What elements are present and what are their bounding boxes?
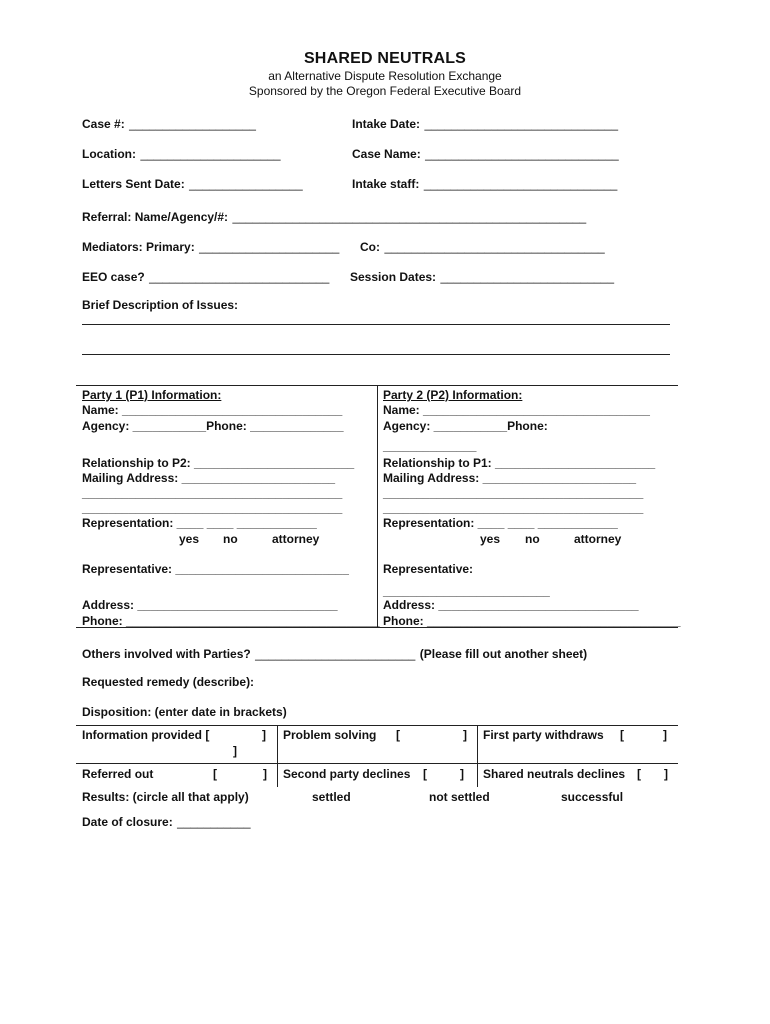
party2-phone-field[interactable]: Phone: ______________________________________ [383, 614, 681, 628]
party2-address-field[interactable]: Address: ______________________________ [383, 598, 639, 612]
party1-heading: Party 1 (P1) Information: [82, 388, 222, 402]
disposition-divider-right [477, 725, 478, 787]
case-number-label: Case #: [82, 117, 125, 131]
mediators-co-line: _________________________________ [384, 240, 605, 254]
party2-representation-attorney: attorney [574, 532, 622, 546]
party1-address-field[interactable]: Address: ______________________________ [82, 598, 338, 612]
mediators-primary-line: _____________________ [199, 240, 340, 254]
information-provided-bracket-close: ] [262, 728, 266, 742]
date-of-closure-field[interactable] [82, 813, 251, 831]
mediators-co-field[interactable] [360, 238, 605, 256]
location-field[interactable] [82, 145, 281, 163]
mediators-primary-label: Mediators: Primary: [82, 240, 195, 254]
case-number-line: ___________________ [129, 117, 256, 131]
party2-heading: Party 2 (P2) Information: [383, 388, 523, 402]
case-number-field[interactable] [82, 115, 256, 133]
brief-description-line-1[interactable] [82, 324, 670, 325]
party1-representation-attorney: attorney [272, 532, 320, 546]
party1-mailing-line-2[interactable]: _______________________________________ [82, 501, 343, 515]
party2-agency-phone-line[interactable]: ______________ [383, 439, 477, 453]
second-party-declines-bracket-close: ] [460, 767, 464, 781]
party1-representation-yes: yes [179, 532, 200, 546]
shared-neutrals-declines-option[interactable]: Shared neutrals declines [483, 767, 626, 781]
party2-mailing-line-2[interactable]: _______________________________________ [383, 501, 644, 515]
result-not-settled-option[interactable]: not settled [429, 790, 490, 804]
letters-sent-field[interactable] [82, 175, 303, 193]
party1-agency-phone-field[interactable]: Agency: ___________Phone: ______________ [82, 419, 344, 433]
referred-out-option[interactable]: Referred out [82, 767, 154, 781]
case-name-field[interactable] [352, 145, 619, 163]
date-of-closure-label: Date of closure: [82, 815, 173, 829]
party1-relationship-field[interactable]: Relationship to P2: ________________________ [82, 456, 355, 470]
intake-staff-line: _____________________________ [423, 177, 618, 191]
case-name-label: Case Name: [352, 147, 421, 161]
party1-mailing-line-1[interactable]: _______________________________________ [82, 486, 343, 500]
form-title: SHARED NEUTRALS [303, 50, 467, 67]
shared-neutrals-declines-bracket-close: ] [664, 767, 668, 781]
party2-name-field[interactable]: Name: __________________________________ [383, 403, 650, 417]
session-dates-label: Session Dates: [350, 270, 437, 284]
information-provided-option[interactable]: Information provided [ [82, 728, 210, 742]
second-party-declines-bracket-open: [ [423, 767, 427, 781]
results-label: Results: (circle all that apply) [82, 790, 249, 804]
party2-relationship-field[interactable]: Relationship to P1: ________________________ [383, 456, 656, 470]
first-party-withdraws-option[interactable]: First party withdraws [483, 728, 604, 742]
referred-out-bracket-close: ] [263, 767, 267, 781]
disposition-label: Disposition: (enter date in brackets) [82, 705, 287, 719]
eeo-case-field[interactable] [82, 268, 329, 286]
party2-representation-yes: yes [480, 532, 501, 546]
others-involved-line: ________________________ [255, 647, 416, 661]
first-party-withdraws-bracket-open: [ [620, 728, 624, 742]
party2-representation-no: no [525, 532, 540, 546]
intake-date-field[interactable] [352, 115, 618, 133]
second-party-declines-option[interactable]: Second party declines [283, 767, 411, 781]
intake-date-label: Intake Date: [352, 117, 421, 131]
intake-date-line: _____________________________ [424, 117, 619, 131]
session-dates-line: __________________________ [440, 270, 615, 284]
result-successful-option[interactable]: successful [561, 790, 624, 804]
eeo-case-label: EEO case? [82, 270, 145, 284]
problem-solving-bracket-open: [ [396, 728, 400, 742]
referral-line: _____________________________________________________ [232, 210, 587, 224]
party2-representative-line[interactable]: _________________________ [383, 584, 550, 598]
party2-representation-field[interactable]: Representation: ____ ____ ____________ [383, 516, 618, 530]
party1-name-field[interactable]: Name: _________________________________ [82, 403, 343, 417]
party2-mailing-address-field[interactable]: Mailing Address: _______________________ [383, 471, 637, 485]
others-involved-label: Others involved with Parties? [82, 647, 251, 661]
date-of-closure-line: ___________ [177, 815, 251, 829]
party1-mailing-address-field[interactable]: Mailing Address: _______________________ [82, 471, 336, 485]
others-involved-note: (Please fill out another sheet) [419, 647, 588, 661]
party2-mailing-line-1[interactable]: _______________________________________ [383, 486, 644, 500]
problem-solving-bracket-close: ] [463, 728, 467, 742]
disposition-middle-rule [76, 763, 678, 764]
session-dates-field[interactable] [350, 268, 614, 286]
location-label: Location: [82, 147, 136, 161]
party1-representation-no: no [223, 532, 238, 546]
brief-description-line-2[interactable] [82, 354, 670, 355]
shared-neutrals-declines-bracket-open: [ [637, 767, 641, 781]
letters-sent-label: Letters Sent Date: [82, 177, 185, 191]
others-involved-field[interactable] [82, 645, 587, 663]
intake-staff-label: Intake staff: [352, 177, 420, 191]
case-name-line: _____________________________ [425, 147, 619, 161]
information-provided-bracket-close-2: ] [233, 744, 237, 758]
party2-representative-field[interactable]: Representative: [383, 562, 474, 576]
brief-description-label: Brief Description of Issues: [82, 298, 239, 312]
first-party-withdraws-bracket-close: ] [663, 728, 667, 742]
referral-field[interactable] [82, 208, 586, 226]
party2-agency-phone-field[interactable]: Agency: ___________Phone: [383, 419, 548, 433]
requested-remedy-label: Requested remedy (describe): [82, 675, 255, 689]
location-line: _____________________ [140, 147, 281, 161]
party1-representation-field[interactable]: Representation: ____ ____ ____________ [82, 516, 317, 530]
disposition-top-rule [76, 725, 678, 726]
result-settled-option[interactable]: settled [312, 790, 351, 804]
disposition-divider-left [277, 725, 278, 787]
letters-sent-line: _________________ [189, 177, 303, 191]
eeo-case-line: ___________________________ [149, 270, 330, 284]
problem-solving-option[interactable]: Problem solving [283, 728, 377, 742]
party1-phone-field[interactable]: Phone: ______________________________________ [82, 614, 380, 628]
mediators-primary-field[interactable] [82, 238, 339, 256]
form-subtitle-exchange: an Alternative Dispute Resolution Exchange [268, 69, 502, 83]
referred-out-bracket-open: [ [213, 767, 217, 781]
referral-label: Referral: Name/Agency/#: [82, 210, 229, 224]
party-section-divider [377, 385, 378, 627]
mediators-co-label: Co: [360, 240, 380, 254]
intake-staff-field[interactable] [352, 175, 617, 193]
party1-representative-field[interactable]: Representative: __________________________ [82, 562, 349, 576]
form-subtitle-sponsor: Sponsored by the Oregon Federal Executive Board [248, 84, 522, 98]
